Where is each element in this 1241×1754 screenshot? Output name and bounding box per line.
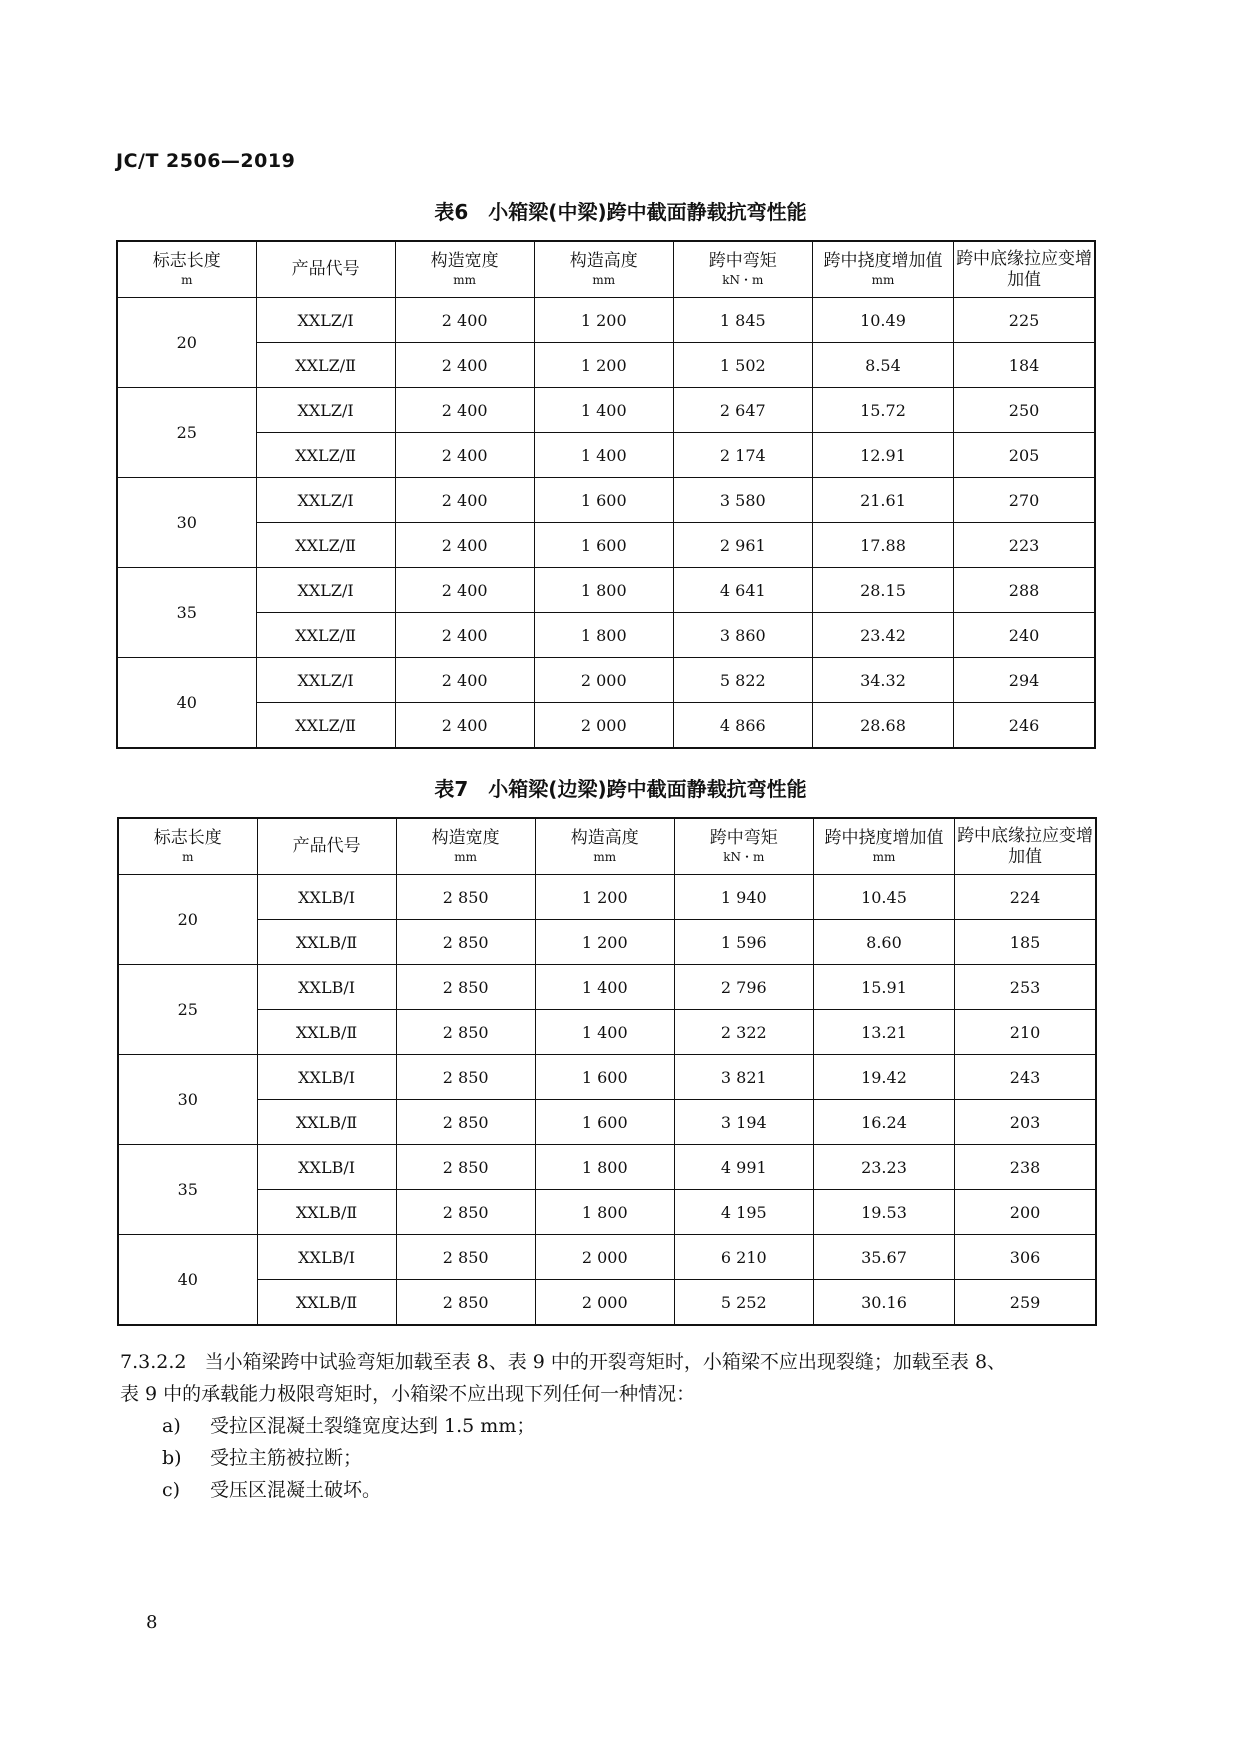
length-cell: 30 — [117, 478, 256, 568]
width-cell: 2 400 — [395, 613, 534, 658]
moment-cell: 2 647 — [673, 388, 812, 433]
list-item-text: 受拉主筋被拉断； — [210, 1447, 363, 1469]
moment-cell: 1 845 — [673, 298, 812, 343]
column-header — [396, 818, 535, 875]
height-cell: 1 400 — [534, 388, 673, 433]
deflection-cell: 23.42 — [812, 613, 953, 658]
column-header-unit: mm — [453, 273, 477, 287]
height-cell: 1 600 — [535, 1055, 674, 1100]
column-header — [117, 241, 256, 298]
width-cell: 2 850 — [396, 965, 535, 1010]
column-header-label: 构造高度 — [570, 828, 639, 848]
code-cell: XXLZ/Ⅰ — [256, 478, 395, 523]
length-cell: 30 — [118, 1055, 257, 1145]
code-cell: XXLZ/Ⅰ — [256, 658, 395, 703]
width-cell: 2 850 — [396, 875, 535, 920]
deflection-cell: 35.67 — [813, 1235, 954, 1280]
code-cell: XXLZ/Ⅰ — [256, 568, 395, 613]
deflection-cell: 13.21 — [813, 1010, 954, 1055]
list-item — [162, 1442, 362, 1474]
moment-cell: 3 821 — [674, 1055, 813, 1100]
length-cell: 35 — [117, 568, 256, 658]
width-cell: 2 850 — [396, 1280, 535, 1326]
table-header-row — [117, 241, 1095, 298]
width-cell: 2 400 — [395, 658, 534, 703]
code-cell: XXLB/Ⅰ — [257, 965, 396, 1010]
width-cell: 2 400 — [395, 433, 534, 478]
height-cell: 2 000 — [535, 1235, 674, 1280]
column-header-label: 构造宽度 — [431, 828, 500, 848]
width-cell: 2 400 — [395, 388, 534, 433]
column-header — [673, 241, 812, 298]
strain-cell: 253 — [955, 965, 1096, 1010]
height-cell: 2 000 — [534, 658, 673, 703]
list-item — [162, 1410, 535, 1442]
length-cell: 20 — [117, 298, 256, 388]
width-cell: 2 850 — [396, 1100, 535, 1145]
strain-cell: 223 — [954, 523, 1095, 568]
strain-cell: 224 — [955, 875, 1096, 920]
code-cell: XXLZ/Ⅱ — [256, 613, 395, 658]
width-cell: 2 850 — [396, 1010, 535, 1055]
length-cell: 25 — [117, 388, 256, 478]
table-header-row — [118, 818, 1096, 875]
column-header — [954, 241, 1095, 298]
list-item-mark: b) — [162, 1447, 182, 1469]
strain-cell: 246 — [954, 703, 1095, 749]
code-cell: XXLZ/Ⅰ — [256, 298, 395, 343]
strain-cell: 203 — [955, 1100, 1096, 1145]
column-header — [257, 818, 396, 875]
deflection-cell: 17.88 — [812, 523, 953, 568]
deflection-cell: 8.60 — [813, 920, 954, 965]
code-cell: XXLZ/Ⅱ — [256, 703, 395, 749]
strain-cell: 243 — [955, 1055, 1096, 1100]
column-header-label: 构造宽度 — [430, 251, 499, 271]
length-cell: 40 — [118, 1235, 257, 1326]
height-cell: 1 800 — [534, 613, 673, 658]
width-cell: 2 400 — [395, 703, 534, 749]
column-header-unit: m — [181, 273, 193, 287]
moment-cell: 1 596 — [674, 920, 813, 965]
list-item-mark: c) — [162, 1479, 181, 1501]
strain-cell: 240 — [954, 613, 1095, 658]
table7 — [117, 817, 1097, 1326]
table-row — [118, 1280, 1096, 1326]
moment-cell: 2 961 — [673, 523, 812, 568]
height-cell: 1 600 — [534, 523, 673, 568]
column-header-unit: kN・m — [722, 273, 764, 287]
deflection-cell: 16.24 — [813, 1100, 954, 1145]
column-header-label: 产品代号 — [292, 836, 361, 856]
table-row — [117, 388, 1095, 433]
width-cell: 2 400 — [395, 343, 534, 388]
table-row — [117, 658, 1095, 703]
table-row — [117, 343, 1095, 388]
height-cell: 1 200 — [535, 875, 674, 920]
length-cell: 35 — [118, 1145, 257, 1235]
strain-cell: 225 — [954, 298, 1095, 343]
strain-cell: 306 — [955, 1235, 1096, 1280]
code-cell: XXLB/Ⅰ — [257, 875, 396, 920]
code-cell: XXLB/Ⅱ — [257, 1010, 396, 1055]
table-row — [118, 1010, 1096, 1055]
height-cell: 1 200 — [534, 298, 673, 343]
height-cell: 1 400 — [535, 1010, 674, 1055]
table-row — [117, 613, 1095, 658]
code-cell: XXLB/Ⅰ — [257, 1235, 396, 1280]
length-cell: 20 — [118, 875, 257, 965]
clause-text-line1: 当小箱梁跨中试验弯矩加载至表 8、表 9 中的开裂弯矩时，小箱梁不应出现裂缝；加载至表 8、 — [204, 1351, 1007, 1373]
table6-title: 表6 小箱梁(中梁)跨中截面静载抗弯性能 — [434, 200, 807, 224]
strain-cell: 288 — [954, 568, 1095, 613]
strain-cell: 238 — [955, 1145, 1096, 1190]
deflection-cell: 15.91 — [813, 965, 954, 1010]
moment-cell: 3 860 — [673, 613, 812, 658]
code-cell: XXLB/Ⅰ — [257, 1145, 396, 1190]
table-row — [117, 703, 1095, 749]
column-header-unit: m — [182, 850, 194, 864]
deflection-cell: 34.32 — [812, 658, 953, 703]
width-cell: 2 850 — [396, 920, 535, 965]
code-cell: XXLZ/Ⅰ — [256, 388, 395, 433]
column-header — [395, 241, 534, 298]
table7-title: 表7 小箱梁(边梁)跨中截面静载抗弯性能 — [434, 777, 807, 801]
column-header-label: 产品代号 — [291, 259, 360, 279]
table-row — [118, 1190, 1096, 1235]
column-header — [812, 241, 953, 298]
height-cell: 1 200 — [534, 343, 673, 388]
table-row — [118, 1145, 1096, 1190]
width-cell: 2 400 — [395, 523, 534, 568]
code-cell: XXLB/Ⅰ — [257, 1055, 396, 1100]
code-cell: XXLB/Ⅱ — [257, 1100, 396, 1145]
moment-cell: 2 322 — [674, 1010, 813, 1055]
column-header-label: 标志长度 — [153, 828, 222, 848]
width-cell: 2 850 — [396, 1145, 535, 1190]
table-row — [118, 920, 1096, 965]
table-row — [118, 1100, 1096, 1145]
column-header — [118, 818, 257, 875]
moment-cell: 5 822 — [673, 658, 812, 703]
list-item-mark: a) — [162, 1415, 181, 1437]
column-header — [955, 818, 1096, 875]
width-cell: 2 850 — [396, 1190, 535, 1235]
deflection-cell: 30.16 — [813, 1280, 954, 1326]
moment-cell: 1 940 — [674, 875, 813, 920]
column-header-label: 跨中挠度增加值 — [823, 251, 943, 271]
moment-cell: 5 252 — [674, 1280, 813, 1326]
column-header-label: 跨中弯矩 — [708, 251, 777, 271]
deflection-cell: 28.15 — [812, 568, 953, 613]
deflection-cell: 10.45 — [813, 875, 954, 920]
height-cell: 1 800 — [534, 568, 673, 613]
height-cell: 1 600 — [534, 478, 673, 523]
strain-cell: 294 — [954, 658, 1095, 703]
moment-cell: 4 195 — [674, 1190, 813, 1235]
code-cell: XXLZ/Ⅱ — [256, 343, 395, 388]
table-row — [118, 875, 1096, 920]
column-header-label: 标志长度 — [152, 251, 221, 271]
deflection-cell: 19.42 — [813, 1055, 954, 1100]
deflection-cell: 28.68 — [812, 703, 953, 749]
width-cell: 2 400 — [395, 298, 534, 343]
clause-paragraph-line2: 表 9 中的承载能力极限弯矩时，小箱梁不应出现下列任何一种情况： — [120, 1383, 696, 1405]
height-cell: 1 200 — [535, 920, 674, 965]
clause-number: 7.3.2.2 — [120, 1351, 187, 1373]
strain-cell: 259 — [955, 1280, 1096, 1326]
column-header — [674, 818, 813, 875]
code-cell: XXLB/Ⅱ — [257, 920, 396, 965]
moment-cell: 4 866 — [673, 703, 812, 749]
moment-cell: 6 210 — [674, 1235, 813, 1280]
moment-cell: 2 174 — [673, 433, 812, 478]
strain-cell: 250 — [954, 388, 1095, 433]
height-cell: 1 800 — [535, 1190, 674, 1235]
table6 — [116, 240, 1096, 749]
column-header — [813, 818, 954, 875]
standard-code: JC/T 2506—2019 — [116, 150, 296, 172]
column-header-label: 构造高度 — [569, 251, 638, 271]
height-cell: 2 000 — [535, 1280, 674, 1326]
length-cell: 25 — [118, 965, 257, 1055]
column-header-label: 跨中底缘拉应变增加值 — [956, 248, 1093, 290]
column-header-unit: mm — [872, 850, 896, 864]
deflection-cell: 15.72 — [812, 388, 953, 433]
deflection-cell: 21.61 — [812, 478, 953, 523]
deflection-cell: 10.49 — [812, 298, 953, 343]
list-item-text: 受压区混凝土破坏。 — [210, 1479, 382, 1501]
strain-cell: 210 — [955, 1010, 1096, 1055]
deflection-cell: 23.23 — [813, 1145, 954, 1190]
column-header-unit: mm — [454, 850, 478, 864]
column-header-label: 跨中挠度增加值 — [824, 828, 944, 848]
column-header-unit: kN・m — [723, 850, 765, 864]
width-cell: 2 850 — [396, 1055, 535, 1100]
deflection-cell: 19.53 — [813, 1190, 954, 1235]
table-row — [117, 568, 1095, 613]
table-row — [118, 965, 1096, 1010]
moment-cell: 1 502 — [673, 343, 812, 388]
moment-cell: 4 991 — [674, 1145, 813, 1190]
height-cell: 1 400 — [534, 433, 673, 478]
table-row — [117, 478, 1095, 523]
code-cell: XXLZ/Ⅱ — [256, 523, 395, 568]
code-cell: XXLB/Ⅱ — [257, 1190, 396, 1235]
moment-cell: 4 641 — [673, 568, 812, 613]
code-cell: XXLZ/Ⅱ — [256, 433, 395, 478]
column-header — [535, 818, 674, 875]
deflection-cell: 8.54 — [812, 343, 953, 388]
strain-cell: 270 — [954, 478, 1095, 523]
list-item — [162, 1474, 381, 1506]
moment-cell: 2 796 — [674, 965, 813, 1010]
height-cell: 2 000 — [534, 703, 673, 749]
table-row — [118, 1235, 1096, 1280]
column-header-unit: mm — [592, 273, 616, 287]
moment-cell: 3 194 — [674, 1100, 813, 1145]
table-row — [117, 433, 1095, 478]
height-cell: 1 800 — [535, 1145, 674, 1190]
clause-paragraph-line1 — [120, 1346, 1100, 1378]
column-header-label: 跨中底缘拉应变增加值 — [957, 825, 1094, 867]
column-header — [534, 241, 673, 298]
strain-cell: 184 — [954, 343, 1095, 388]
width-cell: 2 400 — [395, 568, 534, 613]
length-cell: 40 — [117, 658, 256, 749]
height-cell: 1 400 — [535, 965, 674, 1010]
strain-cell: 185 — [955, 920, 1096, 965]
height-cell: 1 600 — [535, 1100, 674, 1145]
width-cell: 2 400 — [395, 478, 534, 523]
column-header — [256, 241, 395, 298]
list-item-text: 受拉区混凝土裂缝宽度达到 1.5 mm； — [210, 1415, 536, 1437]
strain-cell: 200 — [955, 1190, 1096, 1235]
strain-cell: 205 — [954, 433, 1095, 478]
width-cell: 2 850 — [396, 1235, 535, 1280]
deflection-cell: 12.91 — [812, 433, 953, 478]
moment-cell: 3 580 — [673, 478, 812, 523]
table-row — [118, 1055, 1096, 1100]
code-cell: XXLB/Ⅱ — [257, 1280, 396, 1326]
column-header-unit: mm — [593, 850, 617, 864]
page-number: 8 — [146, 1612, 158, 1633]
column-header-unit: mm — [871, 273, 895, 287]
column-header-label: 跨中弯矩 — [709, 828, 778, 848]
table-row — [117, 523, 1095, 568]
table-row — [117, 298, 1095, 343]
